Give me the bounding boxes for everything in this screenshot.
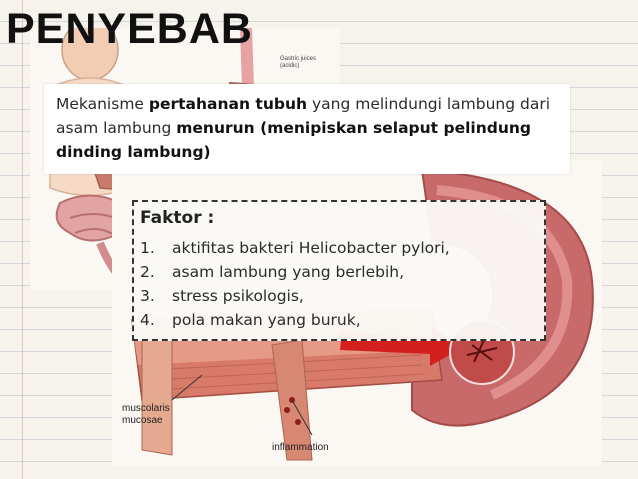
definition-bold-part: pertahanan tubuh [148,95,308,113]
factor-text: asam lambung yang berlebih, [172,263,405,281]
definition-text-part: Mekanisme [56,95,149,113]
factor-item [140,236,450,260]
slide-title: PENYEBAB [6,5,253,53]
definition-text-part: yang melindungi lambung dari asam lambung [56,95,551,137]
factor-number: 4. [140,311,155,329]
muscolaris-mucosae-label: muscolaris mucosae [122,403,170,426]
inflammation-label: inflammation [272,442,329,453]
factor-list [140,236,450,332]
factor-box [132,200,546,341]
factor-number: 3. [140,287,155,305]
definition-bold-part: menurun (menipiskan selaput pelindung dinding lambung) [56,119,532,161]
gastric-juices-label: Gastric juices (acidic) [280,56,317,69]
definition-text [56,92,564,164]
factor-item [140,308,450,332]
paper-margin-line [22,0,23,479]
factor-item [140,260,450,284]
factor-number: 1. [140,239,155,257]
factor-text: pola makan yang buruk, [172,311,361,329]
factor-item [140,284,450,308]
factor-title: Faktor : [140,208,215,228]
factor-text: stress psikologis, [172,287,304,305]
factor-text: aktifitas bakteri Helicobacter pylori, [172,239,450,257]
factor-number: 2. [140,263,155,281]
definition-box [44,84,570,174]
